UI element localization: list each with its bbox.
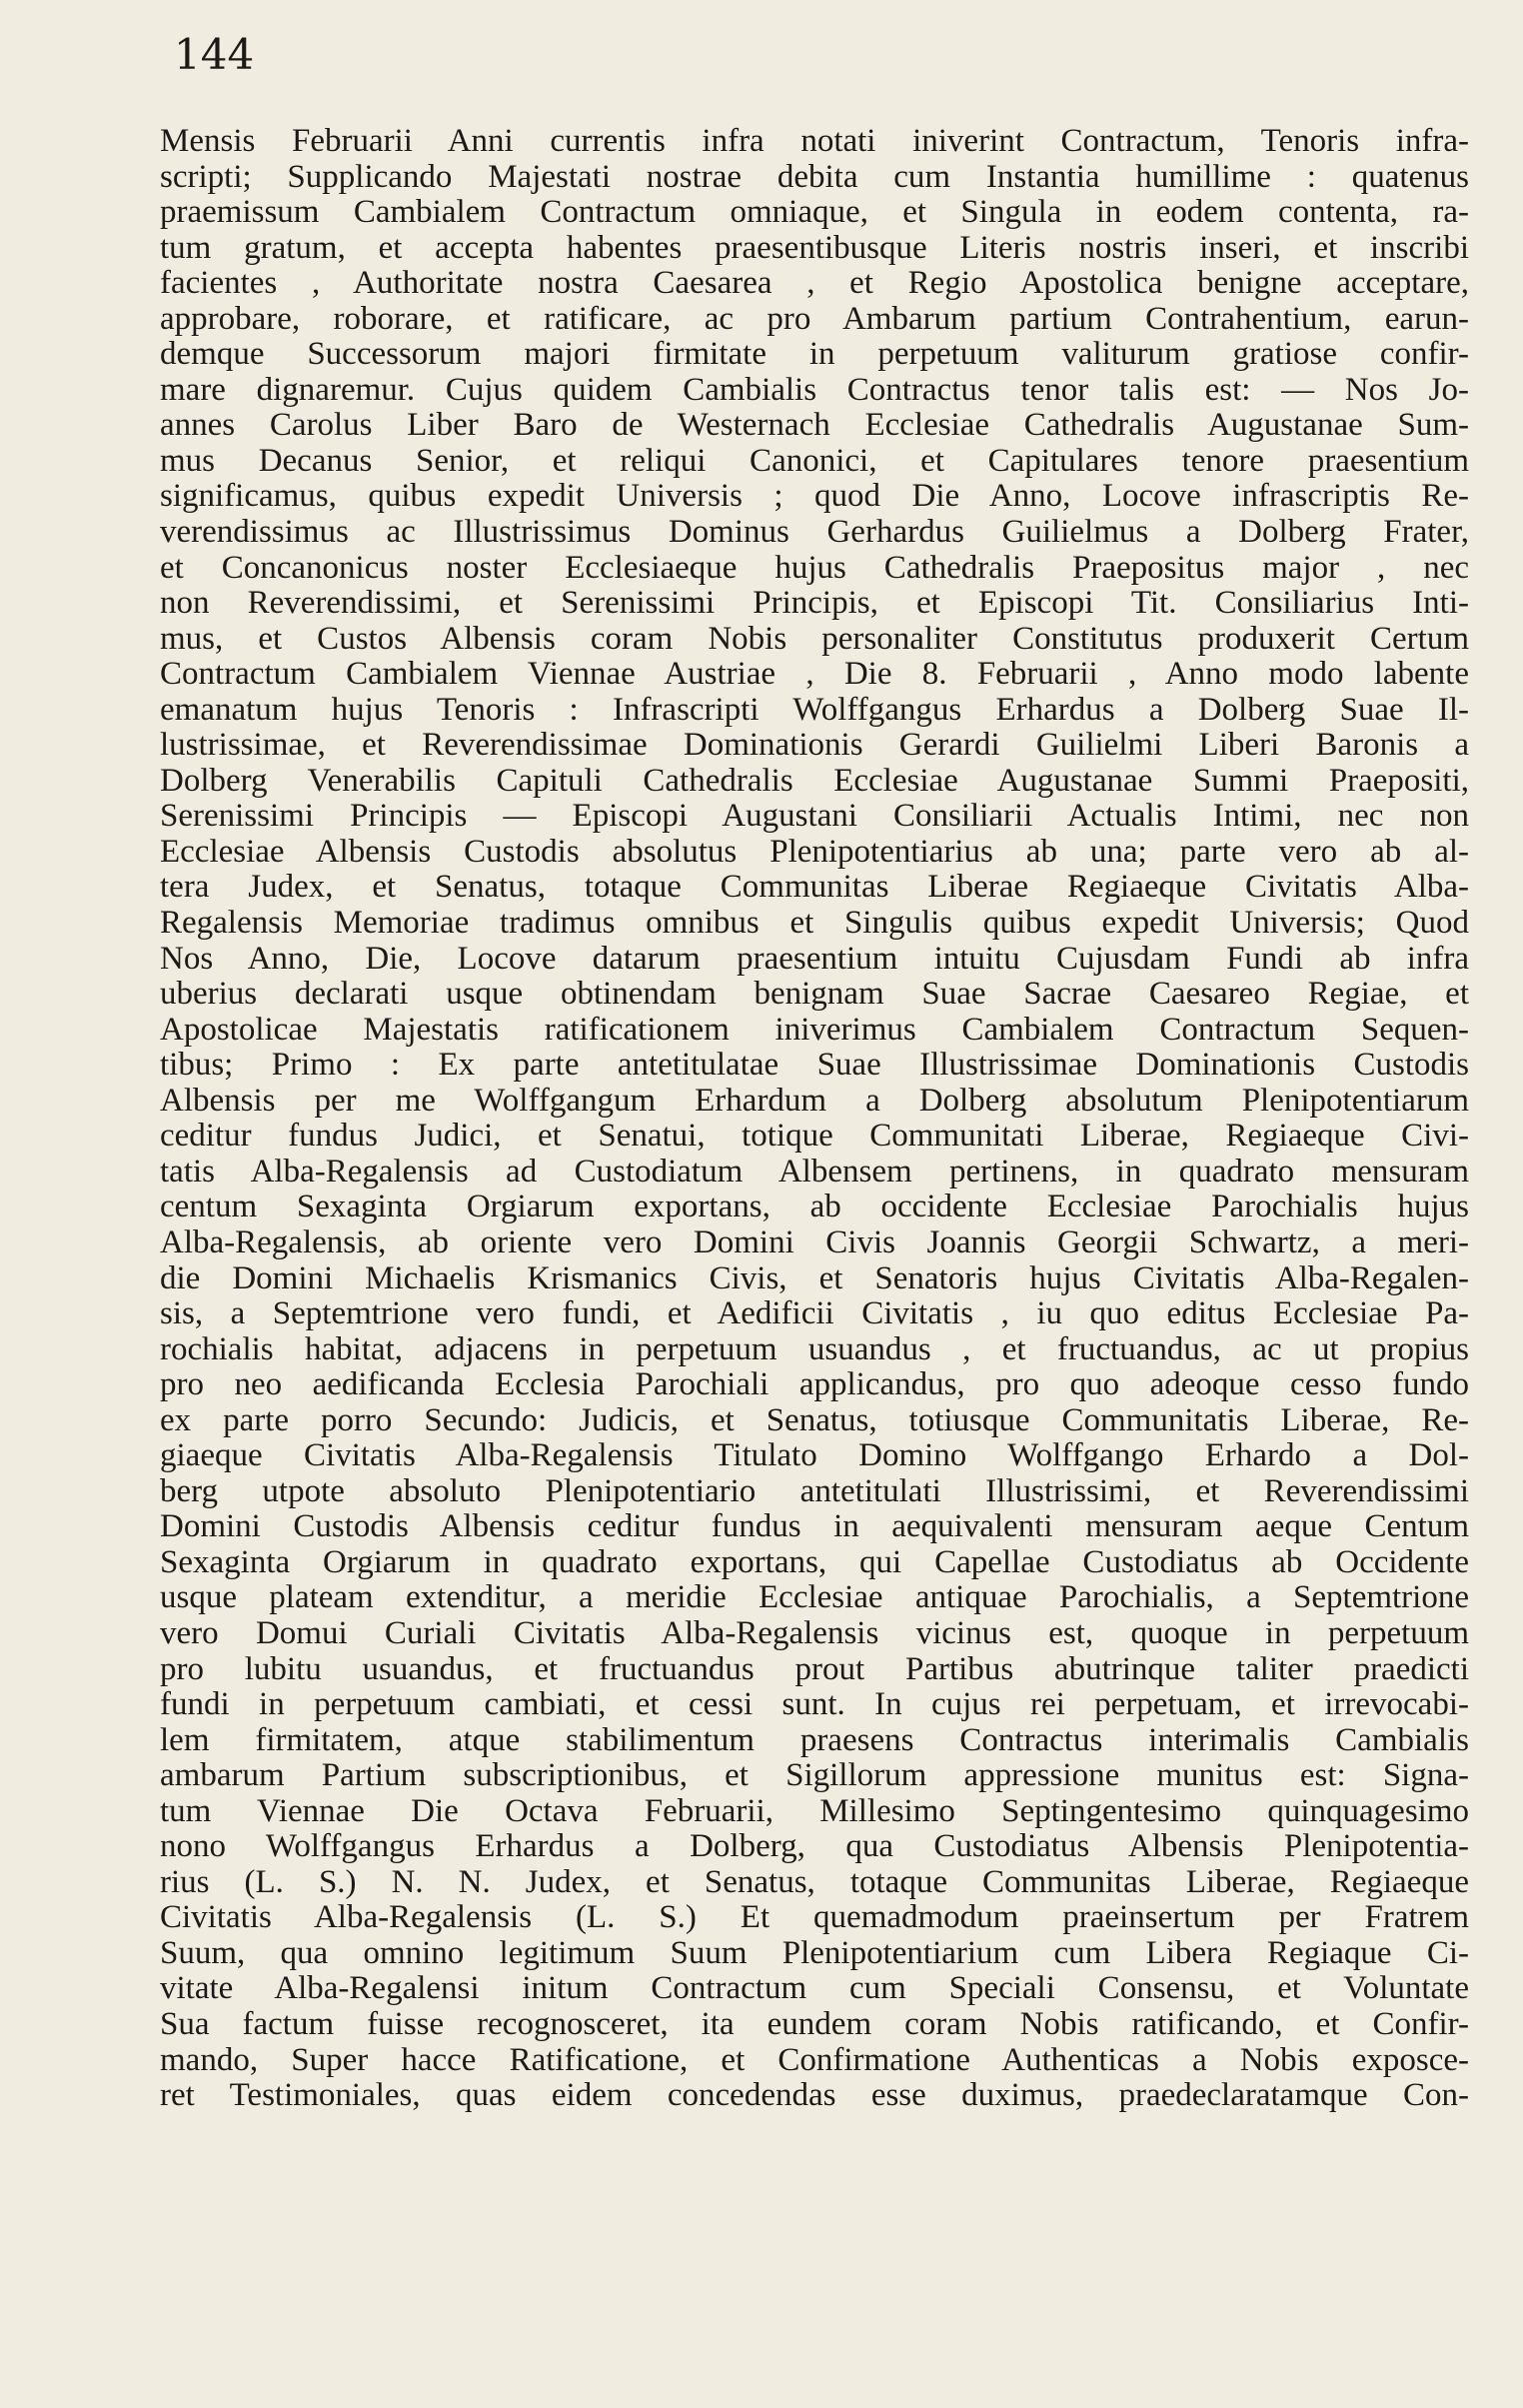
text-line: Albensis per me Wolffgangum Erhardum a Dolberg absolutum Plenipotentiarum [160,1083,1469,1119]
text-line: fundi in perpetuum cambiati, et cessi sunt. In cujus rei perpetuam, et irrevocabi- [160,1687,1469,1723]
text-line: pro lubitu usuandus, et fructuandus prout Partibus abutrinque taliter praedicti [160,1651,1469,1687]
text-line: Serenissimi Principis — Episcopi Augustani Consiliarii Actualis Intimi, nec non [160,799,1469,835]
text-line: Nos Anno, Die, Locove datarum praesentium intuitu Cujusdam Fundi ab infra [160,941,1469,977]
text-line: verendissimus ac Illustrissimus Dominus Gerhardus Guilielmus a Dolberg Frater, [160,515,1469,551]
text-line: rius (L. S.) N. N. Judex, et Senatus, totaque Communitas Liberae, Regiaeque [160,1864,1469,1900]
text-line: ambarum Partium subscriptionibus, et Sigillorum appressione munitus est: Signa- [160,1758,1469,1794]
text-line: tera Judex, et Senatus, totaque Communitas Liberae Regiaeque Civitatis Alba- [160,870,1469,906]
text-line: nono Wolffgangus Erhardus a Dolberg, qua Custodiatus Albensis Plenipotentia- [160,1829,1469,1865]
text-line: non Reverendissimi, et Serenissimi Principis, et Episcopi Tit. Consiliarius Inti- [160,586,1469,622]
text-line: giaeque Civitatis Alba-Regalensis Titulato Domino Wolffgango Erhardo a Dol- [160,1438,1469,1474]
text-line: Domini Custodis Albensis ceditur fundus in aequivalenti mensuram aeque Centum [160,1509,1469,1545]
text-line: vitate Alba-Regalensi initum Contractum cum Speciali Consensu, et Voluntate [160,1971,1469,2007]
text-line: emanatum hujus Tenoris : Infrascripti Wolffgangus Erhardus a Dolberg Suae Il- [160,692,1469,728]
text-line: usque plateam extenditur, a meridie Ecclesiae antiquae Parochialis, a Septemtrione [160,1580,1469,1616]
text-line: lustrissimae, et Reverendissimae Dominationis Gerardi Guilielmi Liberi Baronis a [160,728,1469,764]
text-line: Contractum Cambialem Viennae Austriae , Die 8. Februarii , Anno modo labente [160,657,1469,693]
text-line: Apostolicae Majestatis ratificationem iniverimus Cambialem Contractum Sequen- [160,1012,1469,1048]
text-line: ceditur fundus Judici, et Senatui, totique Communitati Liberae, Regiaeque Civi- [160,1119,1469,1155]
text-line: Suum, qua omnino legitimum Suum Plenipotentiarium cum Libera Regiaque Ci- [160,1935,1469,1971]
text-line: uberius declarati usque obtinendam benignam Suae Sacrae Caesareo Regiae, et [160,977,1469,1013]
text-line: annes Carolus Liber Baro de Westernach Ecclesiae Cathedralis Augustanae Sum- [160,408,1469,444]
text-line: Sua factum fuisse recognosceret, ita eundem coram Nobis ratificando, et Confir- [160,2006,1469,2042]
text-line: et Concanonicus noster Ecclesiaeque hujus Cathedralis Praepositus major , nec [160,550,1469,586]
text-line: Sexaginta Orgiarum in quadrato exportans, qui Capellae Custodiatus ab Occidente [160,1544,1469,1580]
text-line: Regalensis Memoriae tradimus omnibus et Singulis quibus expedit Universis; Quod [160,906,1469,942]
text-line: Ecclesiae Albensis Custodis absolutus Plenipotentiarius ab una; parte vero ab al- [160,834,1469,870]
text-line: ex parte porro Secundo: Judicis, et Senatus, totiusque Communitatis Liberae, Re- [160,1402,1469,1438]
body-text [160,124,1469,2114]
text-line: centum Sexaginta Orgiarum exportans, ab occidente Ecclesiae Parochialis hujus [160,1190,1469,1225]
text-line: Mensis Februarii Anni currentis infra notati iniverint Contractum, Tenoris infra- [160,124,1469,159]
text-line: pro neo aedificanda Ecclesia Parochiali applicandus, pro quo adeoque cesso fundo [160,1367,1469,1403]
text-line: sis, a Septemtrione vero fundi, et Aedificii Civitatis , iu quo editus Ecclesiae Pa- [160,1296,1469,1332]
text-line: Dolberg Venerabilis Capituli Cathedralis Ecclesiae Augustanae Summi Praepositi, [160,763,1469,799]
text-line: mus Decanus Senior, et reliqui Canonici, et Capitulares tenore praesentium [160,443,1469,479]
text-line: mare dignaremur. Cujus quidem Cambialis Contractus tenor talis est: — Nos Jo- [160,372,1469,408]
text-line: tibus; Primo : Ex parte antetitulatae Suae Illustrissimae Dominationis Custodis [160,1048,1469,1084]
text-line: berg utpote absoluto Plenipotentiario antetitulati Illustrissimi, et Reverendissimi [160,1473,1469,1509]
text-line: mando, Super hacce Ratificatione, et Confirmatione Authenticas a Nobis exposce- [160,2042,1469,2078]
text-line: approbare, roborare, et ratificare, ac pro Ambarum partium Contrahentium, earun- [160,301,1469,337]
text-line: vero Domui Curiali Civitatis Alba-Regalensis vicinus est, quoque in perpetuum [160,1615,1469,1651]
text-line: ret Testimoniales, quas eidem concedendas esse duximus, praedeclaratamque Con- [160,2078,1469,2114]
text-line: die Domini Michaelis Krismanics Civis, et Senatoris hujus Civitatis Alba-Regalen- [160,1260,1469,1296]
text-line: tum gratum, et accepta habentes praesentibusque Literis nostris inseri, et inscribi [160,230,1469,266]
text-line: praemissum Cambialem Contractum omniaque, et Singula in eodem contenta, ra- [160,195,1469,231]
text-line: demque Successorum majori firmitate in perpetuum valiturum gratiose confir- [160,337,1469,373]
text-line: facientes , Authoritate nostra Caesarea , et Regio Apostolica benigne acceptare, [160,266,1469,302]
text-line: tatis Alba-Regalensis ad Custodiatum Albensem pertinens, in quadrato mensuram [160,1154,1469,1190]
text-line: tum Viennae Die Octava Februarii, Millesimo Septingentesimo quinquagesimo [160,1793,1469,1829]
text-line: significamus, quibus expedit Universis ; quod Die Anno, Locove infrascriptis Re- [160,479,1469,515]
page-number: 144 [174,30,255,79]
text-line: rochialis habitat, adjacens in perpetuum usuandus , et fructuandus, ac ut propius [160,1331,1469,1367]
text-line: scripti; Supplicando Majestati nostrae debita cum Instantia humillime : quatenus [160,159,1469,195]
text-line: mus, et Custos Albensis coram Nobis personaliter Constitutus produxerit Certum [160,621,1469,657]
text-line: Alba-Regalensis, ab oriente vero Domini Civis Joannis Georgii Schwartz, a meri- [160,1224,1469,1260]
text-line: lem firmitatem, atque stabilimentum praesens Contractus interimalis Cambialis [160,1722,1469,1758]
text-line: Civitatis Alba-Regalensis (L. S.) Et quemadmodum praeinsertum per Fratrem [160,1900,1469,1936]
